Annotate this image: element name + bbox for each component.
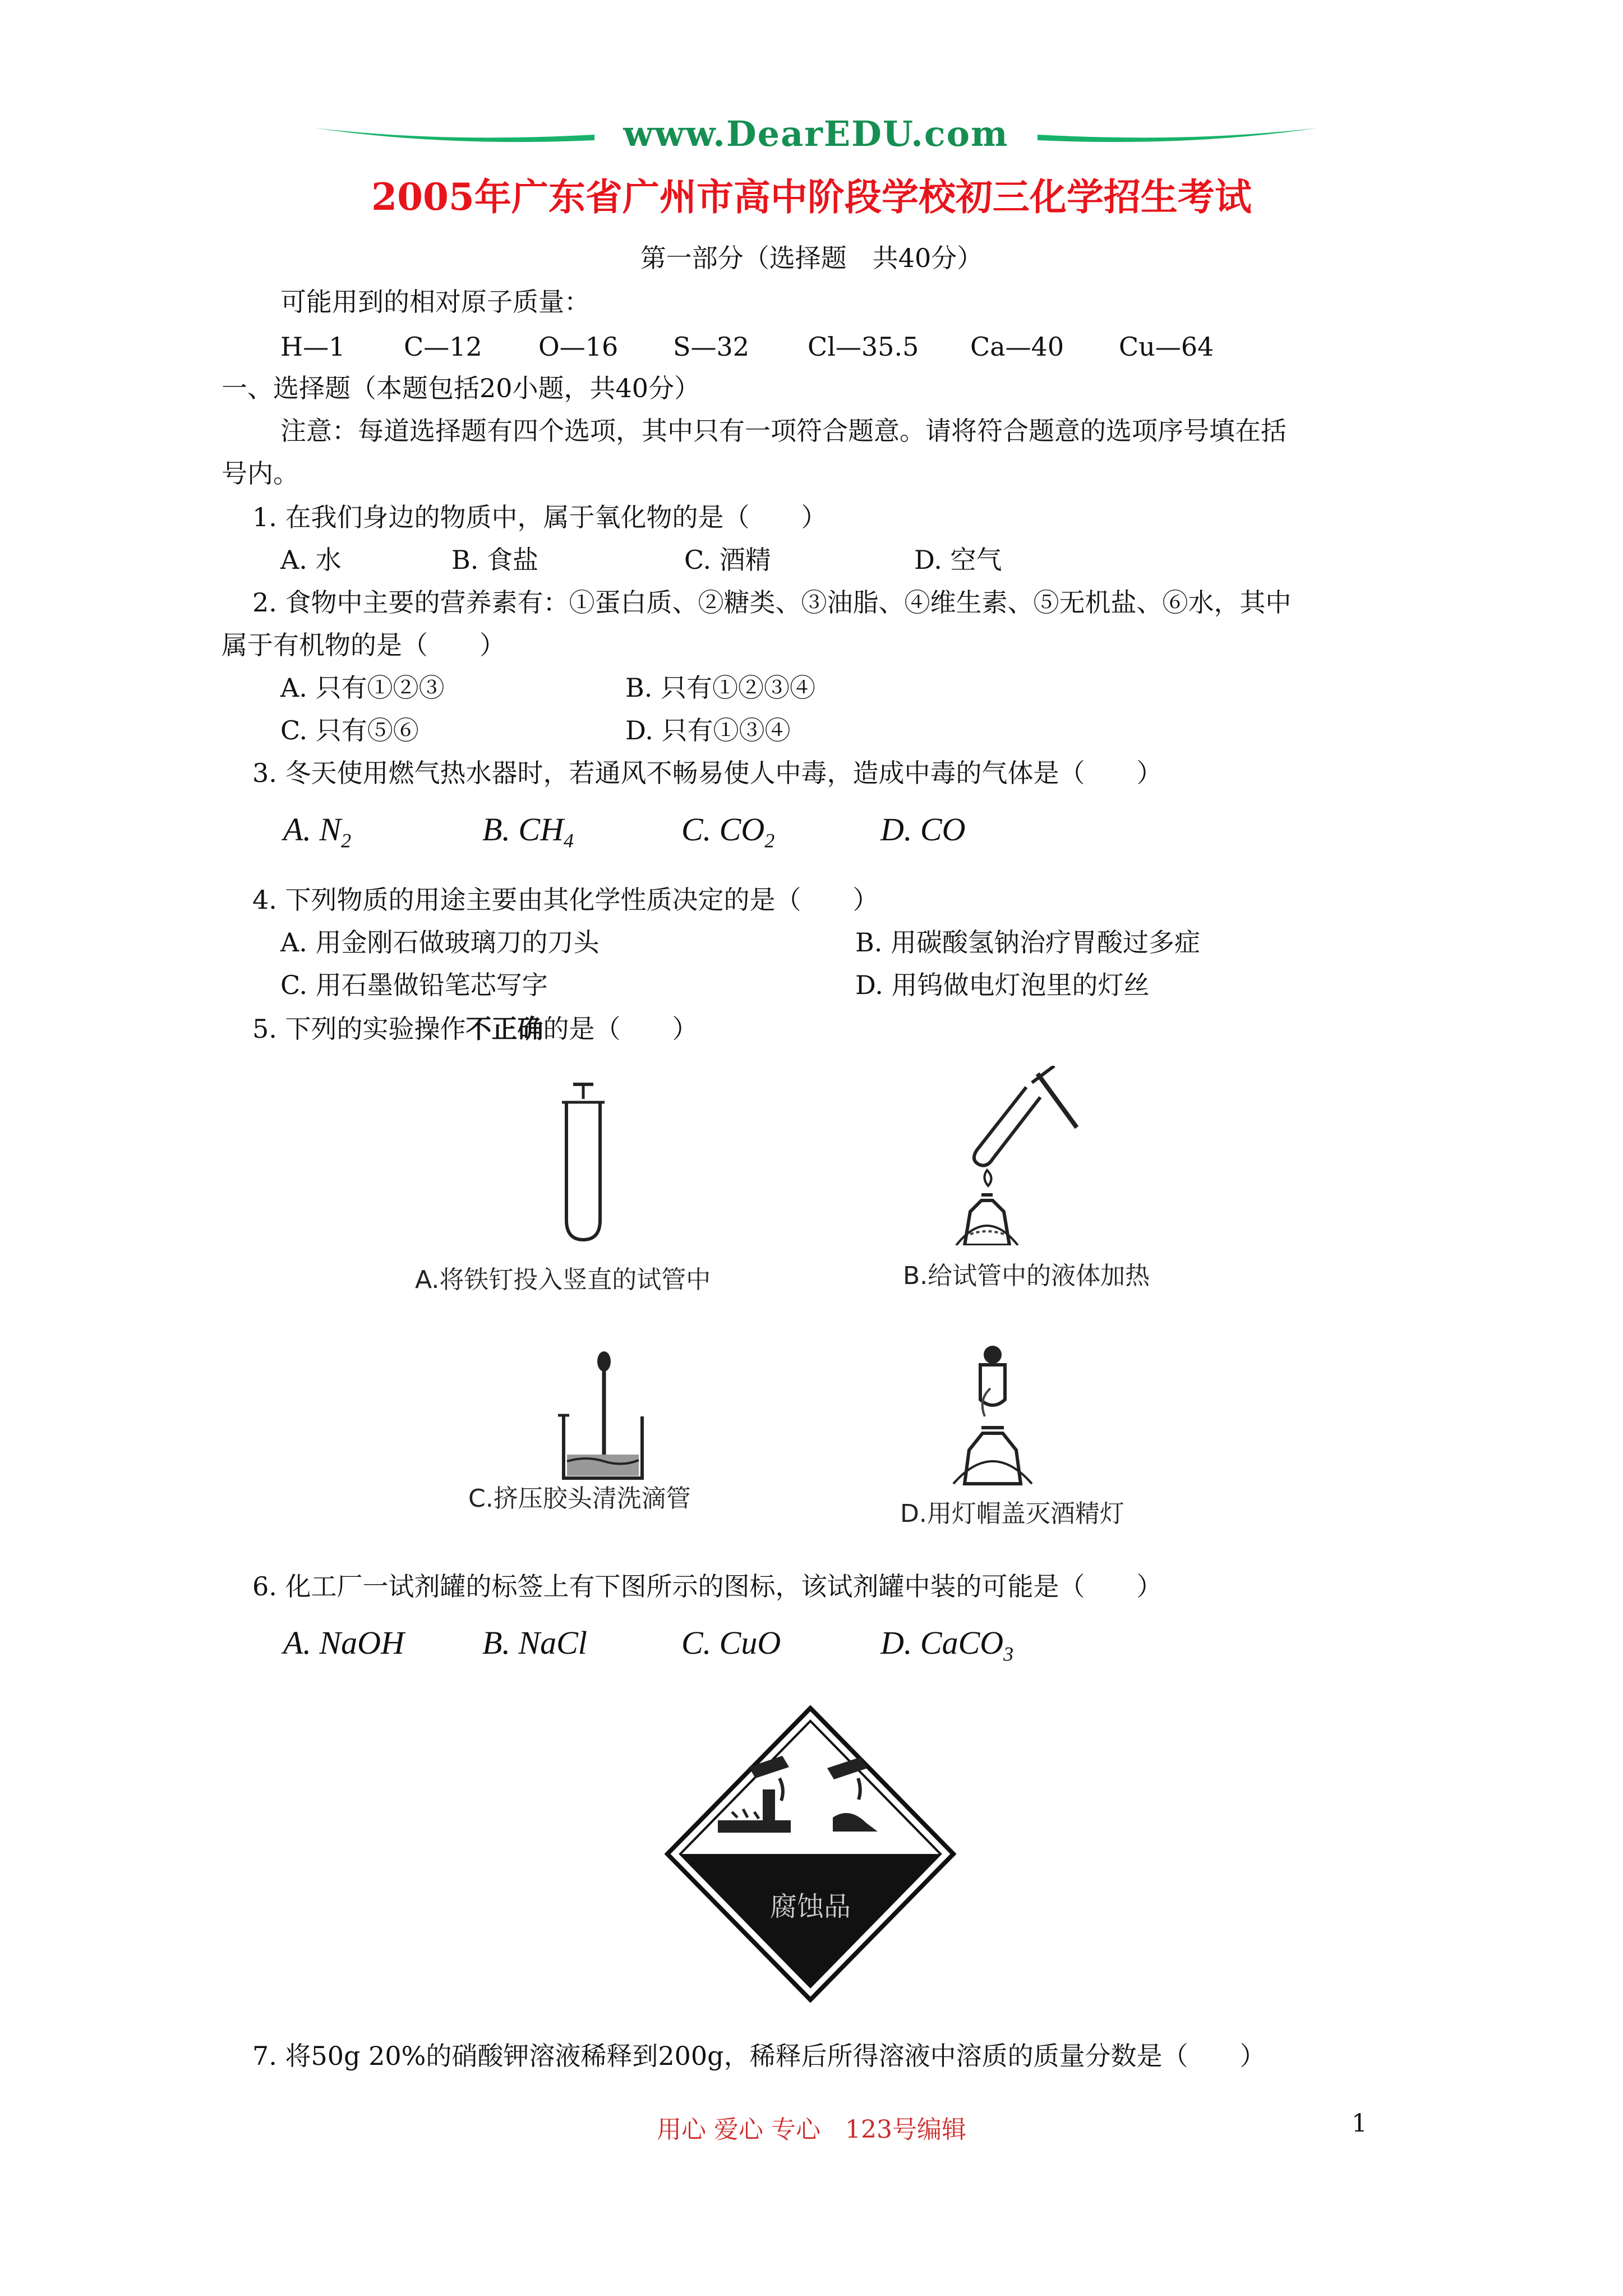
q7-stem: 7. 将50g 20%的硝酸钾溶液稀释到200g，稀释后所得溶液中溶质的质量分数是（ ） bbox=[252, 2041, 1266, 2071]
q6-stem: 6. 化工厂一试剂罐的标签上有下图所示的图标，该试剂罐中装的可能是（ ） bbox=[252, 1571, 1163, 1602]
q5-caption-d: D.用灯帽盖灭酒精灯 bbox=[900, 1499, 1124, 1528]
q1-option-b: B. 食盐 bbox=[451, 545, 539, 575]
q5-caption-b: B.给试管中的液体加热 bbox=[903, 1262, 1150, 1290]
q5-caption-a: A.将铁钉投入竖直的试管中 bbox=[415, 1266, 711, 1294]
atomic-mass-h: H—1 bbox=[280, 332, 345, 362]
heating-test-tube-figure bbox=[925, 1066, 1094, 1245]
header-banner bbox=[303, 112, 1329, 157]
page-number: 1 bbox=[1352, 2109, 1367, 2138]
q6-option-c: C. CuO bbox=[681, 1625, 781, 1661]
test-tube-nail-figure bbox=[538, 1080, 628, 1248]
atomic-mass-intro: 可能用到的相对原子质量： bbox=[280, 287, 590, 317]
q5-caption-c: C.挤压胶头清洗滴管 bbox=[468, 1484, 691, 1513]
corrosive-sign-label: 腐蚀品 bbox=[769, 1891, 851, 1922]
beaker-dropper-figure bbox=[552, 1349, 653, 1484]
q5-stem: 5. 下列的实验操作不正确的是（ ） bbox=[252, 1014, 698, 1044]
site-url: www.DearEDU.com bbox=[623, 113, 1009, 154]
q4-option-d: D. 用钨做电灯泡里的灯丝 bbox=[855, 970, 1150, 1000]
atomic-mass-cl: Cl—35.5 bbox=[808, 332, 919, 362]
q3-option-c: C. $CO_2$ bbox=[681, 811, 775, 852]
section-heading: 第一部分（选择题 共40分） bbox=[640, 243, 983, 273]
q1-stem: 1. 在我们身边的物质中，属于氧化物的是（ ） bbox=[252, 502, 827, 532]
corrosive-sign bbox=[665, 1705, 956, 2003]
q3-option-d: D. CO bbox=[880, 811, 966, 848]
q2-stem-line-2: 属于有机物的是（ ） bbox=[222, 630, 505, 660]
q3-stem: 3. 冬天使用燃气热水器时，若通风不畅易使人中毒，造成中毒的气体是（ ） bbox=[252, 758, 1163, 788]
page-title: 2005年广东省广州市高中阶段学校初三化学招生考试 bbox=[371, 175, 1252, 219]
q1-option-d: D. 空气 bbox=[914, 545, 1002, 575]
atomic-mass-o: O—16 bbox=[538, 332, 619, 362]
q3-option-a: A. $N_2$ bbox=[283, 811, 352, 852]
q2-option-a: A. 只有①②③ bbox=[280, 673, 445, 703]
q2-option-d: D. 只有①③④ bbox=[625, 715, 791, 746]
q6-option-b: B. NaCl bbox=[482, 1625, 587, 1661]
note-line-1: 注意：每道选择题有四个选项，其中只有一项符合题意。请将符合题意的选项序号填在括 bbox=[280, 416, 1287, 446]
q4-option-c: C. 用石墨做铅笔芯写字 bbox=[280, 970, 548, 1000]
q4-option-b: B. 用碳酸氢钠治疗胃酸过多症 bbox=[855, 927, 1201, 958]
atomic-mass-s: S—32 bbox=[673, 332, 750, 362]
atomic-mass-cu: Cu—64 bbox=[1119, 332, 1214, 362]
alcohol-lamp-cap-figure bbox=[931, 1343, 1054, 1489]
part-title: 一、选择题（本题包括20小题，共40分） bbox=[222, 373, 700, 403]
footer-text: 用心 爱心 专心 123号编辑 bbox=[657, 2115, 966, 2144]
q2-option-b: B. 只有①②③④ bbox=[625, 673, 816, 703]
q2-option-c: C. 只有⑤⑥ bbox=[280, 715, 419, 746]
q6-option-d: D. CaCO$_3$ bbox=[880, 1625, 1014, 1665]
atomic-mass-c: C—12 bbox=[404, 332, 482, 362]
q6-option-a: A. NaOH bbox=[283, 1625, 404, 1661]
q1-option-c: C. 酒精 bbox=[684, 545, 771, 575]
q3-option-b: B. $CH_4$ bbox=[482, 811, 574, 852]
q4-option-a: A. 用金刚石做玻璃刀的刀头 bbox=[280, 927, 600, 958]
atomic-mass-ca: Ca—40 bbox=[970, 332, 1064, 362]
note-line-2: 号内。 bbox=[222, 458, 299, 489]
q1-option-a: A. 水 bbox=[280, 545, 342, 575]
q4-stem: 4. 下列物质的用途主要由其化学性质决定的是（ ） bbox=[252, 885, 879, 915]
q2-stem-line-1: 2. 食物中主要的营养素有：①蛋白质、②糖类、③油脂、④维生素、⑤无机盐、⑥水，其中 bbox=[252, 587, 1292, 618]
corrosive-hazard-icon bbox=[665, 1705, 956, 2003]
